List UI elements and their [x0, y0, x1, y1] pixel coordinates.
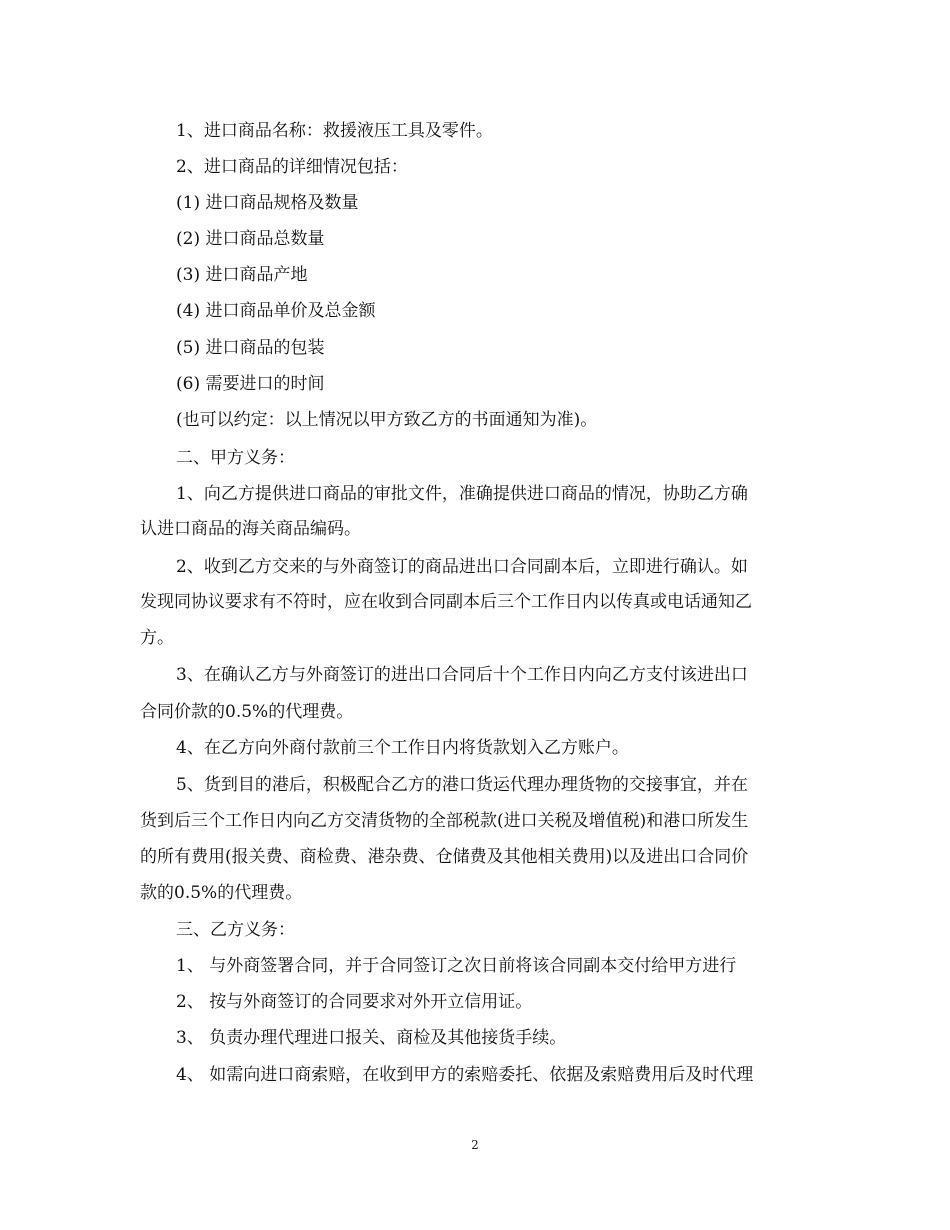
text-line: 2、进口商品的详细情况包括：	[176, 157, 408, 177]
list-item: 3、 负责办理代理进口报关、商检及其他接货手续。	[176, 1028, 567, 1048]
text-line: 发现同协议要求有不符时，应在收到合同副本后三个工作日内以传真或电话通知乙	[140, 592, 752, 612]
section-heading: 二、甲方义务：	[176, 448, 295, 468]
section-heading: 三、乙方义务：	[176, 920, 295, 940]
list-item: (5) 进口商品的包装	[176, 338, 325, 358]
text-line: 货到后三个工作日内向乙方交清货物的全部税款(进口关税及增值税)和港口所发生	[140, 811, 749, 831]
list-item: 4、 如需向进口商索赔，在收到甲方的索赔委托、依据及索赔费用后及时代理	[176, 1065, 754, 1085]
text-line: 3、在确认乙方与外商签订的进出口合同后十个工作日内向乙方支付该进出口	[176, 665, 748, 685]
list-item: (1) 进口商品规格及数量	[176, 193, 359, 213]
list-item: 2、 按与外商签订的合同要求对外开立信用证。	[176, 992, 533, 1012]
text-line: 2、收到乙方交来的与外商签订的商品进出口合同副本后，立即进行确认。如	[176, 557, 748, 577]
list-item: 1、 与外商签署合同，并于合同签订之次日前将该合同副本交付给甲方进行	[176, 956, 737, 976]
list-item: (6) 需要进口的时间	[176, 374, 325, 394]
list-item: (4) 进口商品单价及总金额	[176, 301, 376, 321]
list-item: (3) 进口商品产地	[176, 265, 308, 285]
text-line: 认进口商品的海关商品编码。	[140, 519, 361, 539]
text-line: 1、进口商品名称：救援液压工具及零件。	[176, 121, 493, 141]
text-line: 方。	[140, 628, 174, 648]
text-line: 款的0.5%的代理费。	[140, 883, 303, 903]
text-line: 的所有费用(报关费、商检费、港杂费、仓储费及其他相关费用)以及进出口合同价	[140, 847, 749, 867]
page-number: 2	[471, 1138, 479, 1152]
list-item: (2) 进口商品总数量	[176, 229, 325, 249]
text-line: 4、在乙方向外商付款前三个工作日内将货款划入乙方账户。	[176, 738, 629, 758]
text-line: 合同价款的0.5%的代理费。	[140, 702, 354, 722]
text-line: (也可以约定：以上情况以甲方致乙方的书面通知为准)。	[176, 410, 598, 430]
text-line: 1、向乙方提供进口商品的审批文件，准确提供进口商品的情况，协助乙方确	[176, 484, 748, 504]
text-line: 5、货到目的港后，积极配合乙方的港口货运代理办理货物的交接事宜，并在	[176, 775, 748, 795]
